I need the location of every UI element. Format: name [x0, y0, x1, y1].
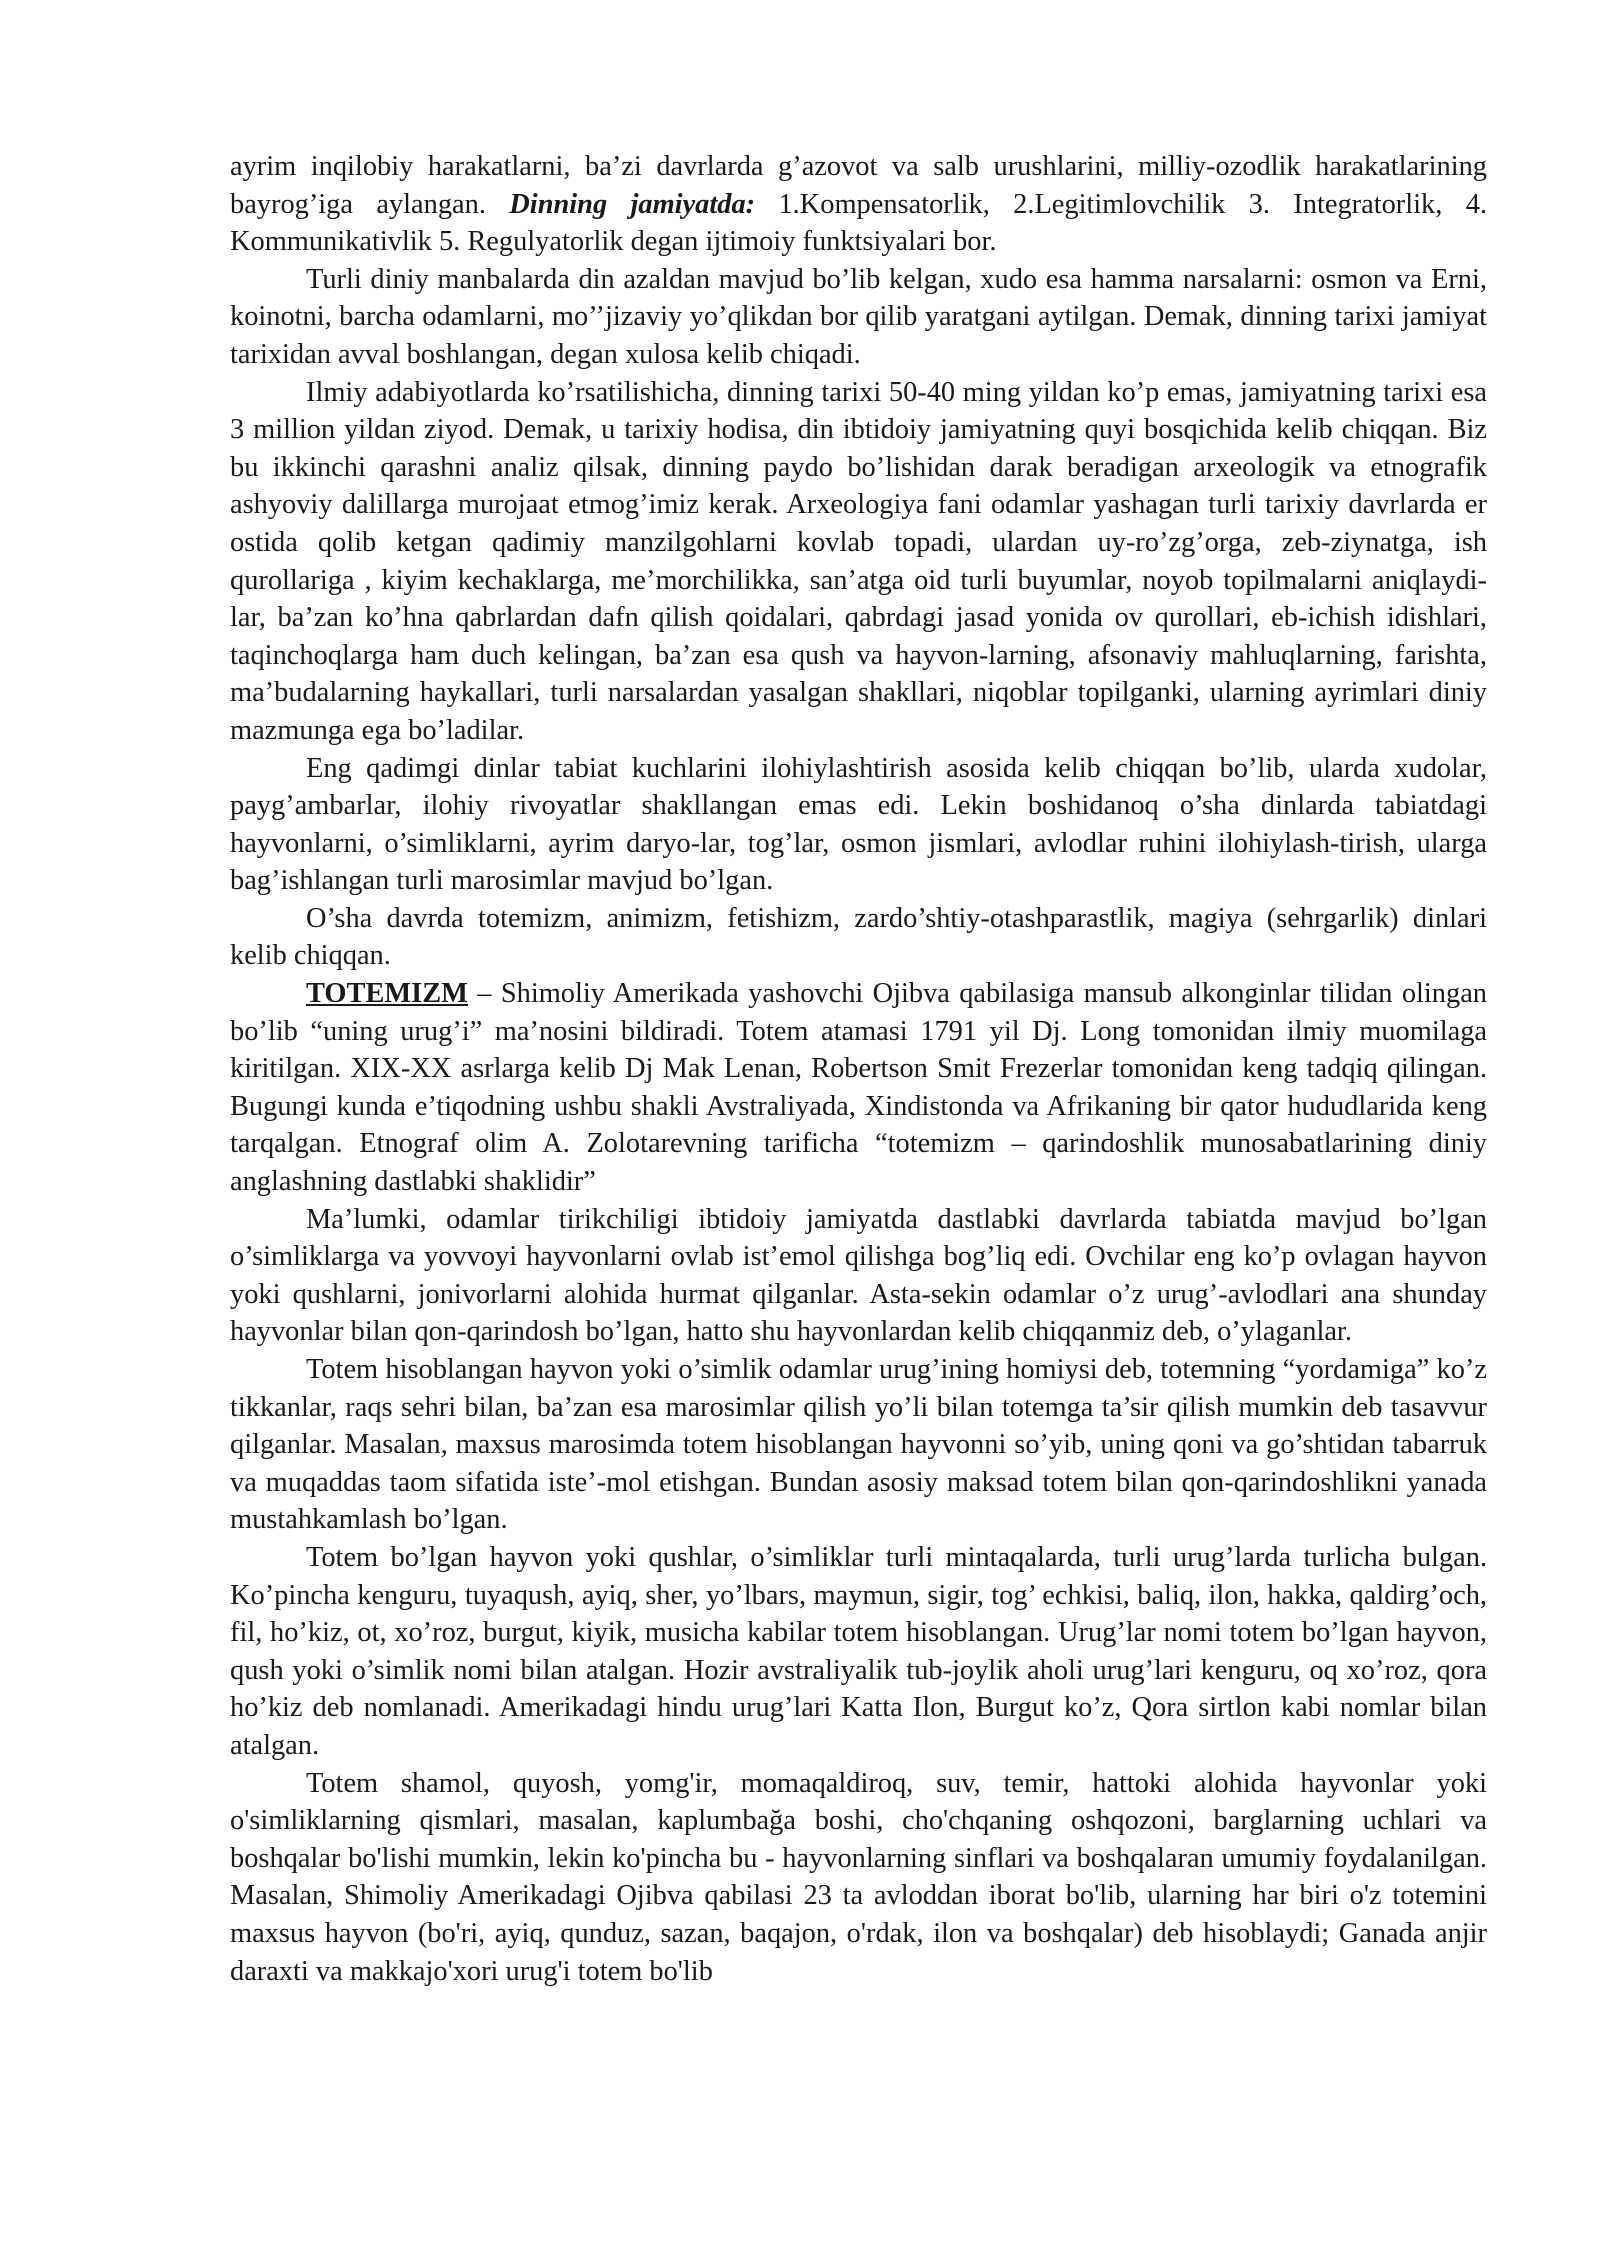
term-totemizm: TOTEMIZM — [306, 978, 468, 1010]
paragraph-ancient-religions: Eng qadimgi dinlar tabiat kuchlarini ilohiylashtirish asosida kelib chiqqan bo’lib, ularda xudolar, payg’ambarlar, ilohiy rivoyatlar shakllangan emas edi. Lekin boshidanoq o’sha dinlarda tabiatdagi hayvonlarni, o’simliklarni, ayrim daryo-lar, tog’lar, osmon jismlari, avlodlar ruhini ilohiylash-tirish, ularga bag’ishlangan turli marosimlar mavjud bo’lgan. — [230, 752, 1487, 897]
paragraph-totem-rituals: Totem hisoblangan hayvon yoki o’simlik odamlar urug’ining homiysi deb, totemning “yordamiga” ko’z tikkanlar, raqs sehri bilan, ba’zan esa marosimlar qilish yo’li bilan totemga ta’sir qilish mumkin deb tasavvur qilganlar. Masalan, maxsus marosimda totem hisoblangan hayvonni so’yib, uning qoni va go’shtidan tabarruk va muqaddas taom sifatida iste’-mol etishgan. Bundan asosiy maksad totem bilan qon-qarindoshlikni yanada mustahkamlash bo’lgan. — [230, 1354, 1487, 1536]
paragraph-text: 1.Kompensatorlik, 2.Legitimlovchilik 3. Integratorlik, 4. Kommunikativlik 5. Regulyatorlik degan ijtimoiy funktsiyalari bor. — [230, 188, 1487, 258]
paragraph-hunting-origins: Ma’lumki, odamlar tirikchiligi ibtidoiy jamiyatda dastlabki davrlarda tabiatda mavjud bo’lgan o’simliklarga va yovvoyi hayvonlarni ovlab ist’emol qilishga bog’liq edi. Ovchilar eng ko’p ovlagan hayvon yoki qushlarni, jonivorlarni alohida hurmat qilganlar. Asta-sekin odamlar o’z urug’-avlodlari ana shunday hayvonlar bilan qon-qarindosh bo’lgan, hatto shu hayvonlardan kelib chiqqanmiz deb, o’ylaganlar. — [230, 1203, 1487, 1348]
emphasis-dinning-jamiyatda: Dinning jamiyatda: — [509, 188, 756, 220]
paragraph-scientific-literature: Ilmiy adabiyotlarda ko’rsatilishicha, dinning tarixi 50-40 ming yildan ko’p emas, jamiyatning tarixi esa 3 million yildan ziyod. Demak, u tarixiy hodisa, din ibtidoiy jamiyatning quyi bosqichida kelib chiqqan. Biz bu ikkinchi qarashni analiz qilsak, dinning paydo bo’lishidan darak beradigan arxeologik va etnografik ashyoviy dalillarga murojaat etmog’imiz kerak. Arxeologiya fani odamlar yashagan turli tarixiy davrlarda er ostida qolib ketgan qadimiy manzilgohlarni kovlab topadi, ulardan uy-ro’zg’orga, zeb-ziynatga, ish qurollariga , kiyim kechaklarga, me’morchilikka, san’atga oid turli buyumlar, noyob topilmalarni aniqlaydi-lar, ba’zan ko’hna qabrlardan dafn qilish qoidalari, qabrdagi jasad yonida ov qurollari, eb-ichish idishlari, taqinchoqlarga ham duch kelingan, ba’zan esa qush va hayvon-larning, afsonaviy mahluqlarning, farishta, ma’budalarning haykallari, turli narsalardan yasalgan shakllari, niqoblar topilganki, ularning ayrimlari diniy mazmunga ega bo’ladilar. — [230, 376, 1487, 746]
paragraph-totemizm-definition — [230, 975, 1487, 1201]
paragraph-totem-examples: Totem shamol, quyosh, yomg'ir, momaqaldiroq, suv, temir, hattoki alohida hayvonlar yoki o'simliklarning qismlari, masalan, kaplumbağa boshi, cho'chqaning oshqozoni, barglarning uchlari va boshqalar bo'lishi mumkin, lekin ko'pincha bu - hayvonlarning sinflari va boshqalaran umumiy foydalanilgan. Masalan, Shimoliy Amerikadagi Ojibva qabilasi 23 ta avloddan iborat bo'lib, ularning har biri o'z totemini maxsus hayvon (bo'ri, ayiq, qunduz, sazan, baqajon, o'rdak, ilon va boshqalar) deb hisoblaydi; Ganada anjir daraxti va makkajo'xori urug'i totem bo'lib — [230, 1767, 1487, 1987]
paragraph-totem-animals: Totem bo’lgan hayvon yoki qushlar, o’simliklar turli mintaqalarda, turli urug’larda turlicha bulgan. Ko’pincha kenguru, tuyaqush, ayiq, sher, yo’lbars, maymun, sigir, tog’ echkisi, baliq, ilon, hakka, qaldirg’och, fil, ho’kiz, ot, xo’roz, burgut, kiyik, musicha kabilar totem hisoblangan. Urug’lar nomi totem bo’lgan hayvon, qush yoki o’simlik nomi bilan atalgan. Hozir avstraliyalik tub-joylik aholi urug’lari kenguru, oq xo’roz, qora ho’kiz deb nomlanadi. Amerikadagi hindu urug’lari Katta Ilon, Burgut ko’z, Qora sirtlon kabi nomlar bilan atalgan. — [230, 1541, 1487, 1761]
paragraph-text: – Shimoliy Amerikada yashovchi Ojibva qabilasiga mansub alkonginlar tilidan olingan bo’lib “uning urug’i” ma’nosini bildiradi. Totem atamasi 1791 yil Dj. Long tomonidan ilmiy muomilaga kiritilgan. XIX-XX asrlarga kelib Dj Mak Lenan, Robertson Smit Frezerlar tomonidan keng tadqiq qilingan. Bugungi kunda e’tiqodning ushbu shakli Avstraliyada, Xindistonda va Afrikaning bir qator hududlarida keng tarqalgan. Etnograf olim A. Zolotarevning tarificha “totemizm – qarindoshlik munosabatlarining diniy anglashning dastlabki shaklidir” — [230, 978, 1487, 1198]
document-page — [230, 148, 1487, 1990]
paragraph-text: ayrim inqilobiy harakatlarni, ba’zi davrlarda g’azovot va salb urushlarini, milliy-ozodlik harakatlarining bayrog’iga aylangan. — [230, 151, 1487, 220]
paragraph-functions — [230, 148, 1487, 261]
paragraph-religious-sources: Turli diniy manbalarda din azaldan mavjud bo’lib kelgan, xudo esa hamma narsalarni: osmon va Erni, koinotni, barcha odamlarni, mo’’jizaviy yo’qlikdan bor qilib yaratgani aytilgan. Demak, dinning tarixi jamiyat tarixidan avval boshlangan, degan xulosa kelib chiqadi. — [230, 263, 1487, 370]
paragraph-religion-types: O’sha davrda totemizm, animizm, fetishizm, zardo’shtiy-otashparastlik, magiya (sehrgarlik) dinlari kelib chiqqan. — [230, 902, 1487, 972]
